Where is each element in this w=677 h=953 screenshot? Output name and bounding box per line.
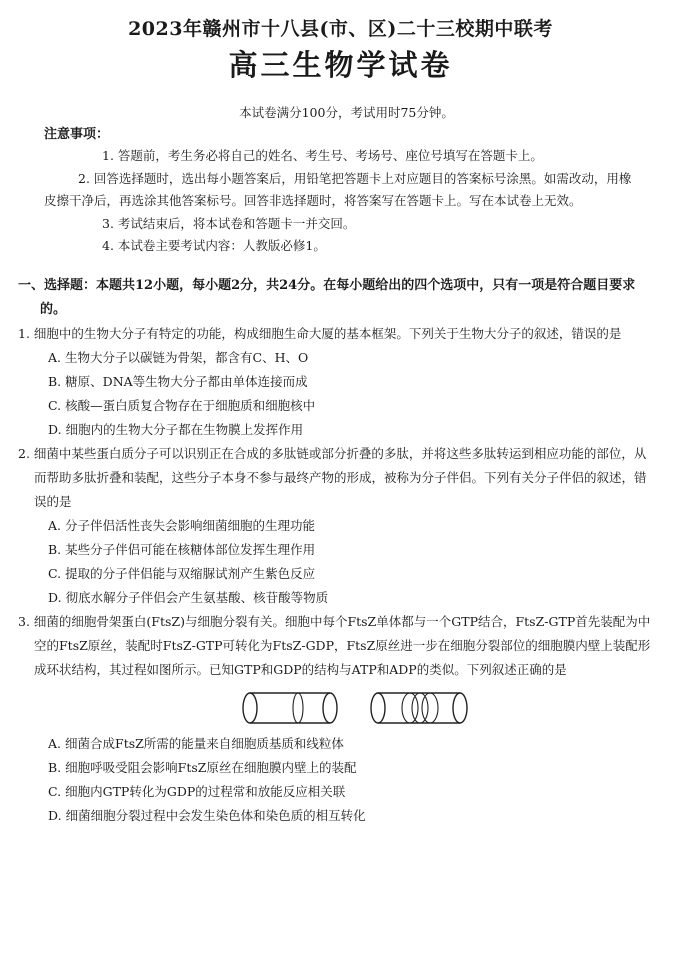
notice-item: 2. 回答选择题时，选出每小题答案后，用铅笔把答题卡上对应题目的答案标号涂黑。如需改动，用橡皮擦干净后，再选涂其他答案标号。回答非选择题时，将答案写在答题卡上。写在本试卷上无效。 bbox=[44, 170, 632, 208]
option-text: 彻底水解分子伴侣会产生氨基酸、核苷酸等物质 bbox=[65, 589, 329, 605]
option-b bbox=[18, 538, 655, 562]
question-stem: 1. 细胞中的生物大分子有特定的功能，构成细胞生命大厦的基本框架。下列关于生物大分子的叙述，错误的是 bbox=[18, 325, 622, 341]
option-text: 糖原、DNA等生物大分子都由单体连接而成 bbox=[65, 373, 308, 389]
option-c bbox=[18, 780, 655, 804]
option-c bbox=[18, 394, 655, 418]
ftsz-ring-structure-shape bbox=[371, 693, 467, 723]
option-label: B. bbox=[48, 541, 62, 557]
option-label: D. bbox=[48, 589, 62, 605]
option-label: A. bbox=[48, 349, 62, 365]
exam-info: 本试卷满分100分，考试用时75分钟。 bbox=[239, 105, 454, 120]
option-label: A. bbox=[48, 517, 62, 533]
option-text: 细胞内的生物大分子都在生物膜上发挥作用 bbox=[65, 421, 304, 437]
ftsz-protofilament-shape bbox=[243, 693, 337, 723]
notice-item: 1. 答题前，考生务必将自己的姓名、考生号、考场号、座位号填写在答题卡上。 bbox=[102, 148, 543, 163]
notice-list bbox=[44, 145, 655, 258]
option-label: D. bbox=[48, 807, 62, 823]
option-label: B. bbox=[48, 373, 62, 389]
option-label: C. bbox=[48, 565, 62, 581]
notice-item: 4. 本试卷主要考试内容：人教版必修1。 bbox=[102, 238, 326, 253]
page-title: 高三生物学试卷 bbox=[228, 48, 453, 82]
option-text: 核酸—蛋白质复合物存在于细胞质和细胞核中 bbox=[65, 397, 316, 413]
option-label: C. bbox=[48, 783, 62, 799]
ftsz-filament-diagram bbox=[238, 688, 478, 728]
exam-header: 2023年赣州市十八县(市、区)二十三校期中联考 bbox=[128, 18, 553, 40]
option-a bbox=[18, 732, 655, 756]
question-stem: 2. 细菌中某些蛋白质分子可以识别正在合成的多肽链或部分折叠的多肽，并将这些多肽转运到相应功能的部位，从而帮助多肽折叠和装配，这些分子本身不参与最终产物的形成，被称为分子伴侣。下列有关分子伴侣的叙述，错误的是 bbox=[18, 445, 647, 509]
option-d bbox=[18, 586, 655, 610]
ftsz-figure bbox=[18, 684, 655, 732]
option-text: 细胞内GTP转化为GDP的过程常和放能反应相关联 bbox=[65, 783, 346, 799]
question-stem: 3. 细菌的细胞骨架蛋白(FtsZ)与细胞分裂有关。细胞中每个FtsZ单体都与一个GTP结合，FtsZ-GTP首先装配为中空的FtsZ原丝，装配时FtsZ-GTP可转化为FtsZ-GDP，FtsZ原丝进一步在细胞分裂部位的细胞膜内壁上装配形成环状结构，其过程如图所示。已知GTP和GDP的结构与ATP和ADP的类似。下列叙述正确的是 bbox=[18, 613, 651, 677]
option-text: 生物大分子以碳链为骨架，都含有C、H、O bbox=[65, 349, 309, 365]
option-label: D. bbox=[48, 421, 62, 437]
option-b bbox=[18, 756, 655, 780]
option-text: 提取的分子伴侣能与双缩脲试剂产生紫色反应 bbox=[65, 565, 316, 581]
option-text: 某些分子伴侣可能在核糖体部位发挥生理作用 bbox=[65, 541, 316, 557]
option-c bbox=[18, 562, 655, 586]
notice-title: 注意事项： bbox=[44, 127, 110, 142]
option-d bbox=[18, 418, 655, 442]
option-b bbox=[18, 370, 655, 394]
section-title: 一、选择题：本题共12小题，每小题2分，共24分。在每小题给出的四个选项中，只有一项是符合题目要求的。 bbox=[18, 277, 636, 317]
notice-item: 3. 考试结束后，将本试卷和答题卡一并交回。 bbox=[102, 215, 356, 231]
option-label: B. bbox=[48, 759, 62, 775]
option-label: A. bbox=[48, 735, 62, 751]
option-text: 细菌细胞分裂过程中会发生染色体和染色质的相互转化 bbox=[65, 807, 366, 823]
option-d bbox=[18, 804, 655, 828]
option-text: 细菌合成FtsZ所需的能量来自细胞质基质和线粒体 bbox=[65, 735, 344, 751]
option-text: 细胞呼吸受阻会影响FtsZ原丝在细胞膜内壁上的装配 bbox=[65, 759, 357, 775]
option-label: C. bbox=[48, 397, 62, 413]
option-a bbox=[18, 346, 655, 370]
option-text: 分子伴侣活性丧失会影响细菌细胞的生理功能 bbox=[65, 517, 316, 533]
option-a bbox=[18, 514, 655, 538]
